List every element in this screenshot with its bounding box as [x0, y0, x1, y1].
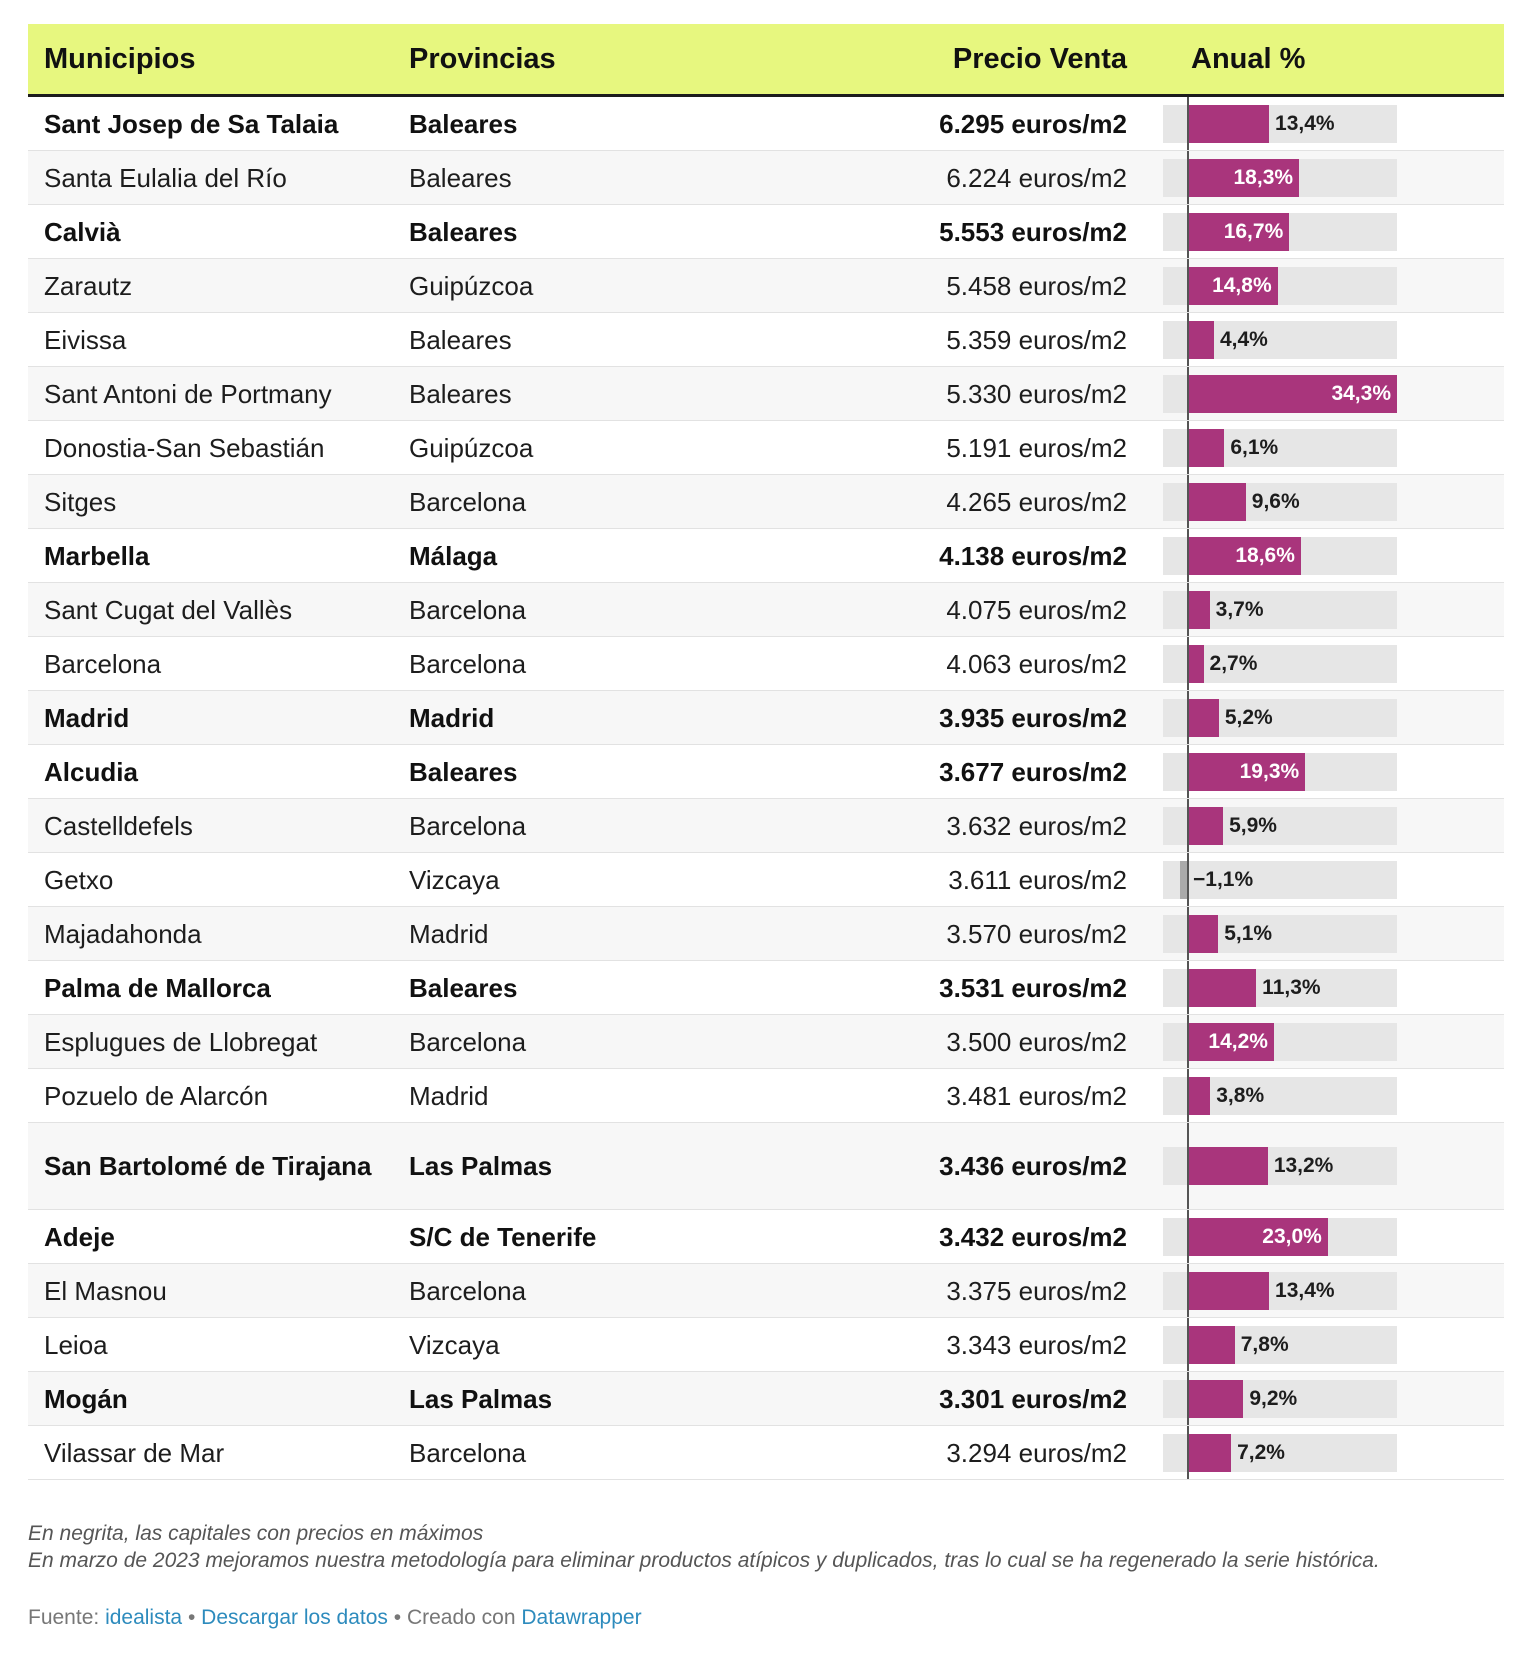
anual-label: 3,8%	[1216, 1083, 1265, 1107]
created-with-text: • Creado con	[387, 1606, 522, 1629]
anual-label: 5,1%	[1224, 921, 1273, 945]
table-row	[28, 583, 1504, 637]
header-anual[interactable]: Anual %	[1143, 24, 1504, 96]
table-row	[28, 1123, 1504, 1210]
anual-bar	[1187, 1077, 1210, 1115]
cell-anual	[1143, 1264, 1504, 1318]
bar-zero-axis	[1187, 259, 1189, 312]
cell-anual	[1143, 1069, 1504, 1123]
anual-label: 6,1%	[1230, 435, 1279, 459]
table-header-row	[28, 24, 1504, 96]
anual-label: 18,3%	[1233, 165, 1294, 189]
table-row	[28, 1210, 1504, 1264]
cell-precio: 3.375 euros/m2	[813, 1264, 1143, 1318]
anual-label: 7,8%	[1240, 1332, 1289, 1356]
cell-precio: 5.359 euros/m2	[813, 313, 1143, 367]
cell-provincia: Málaga	[393, 529, 813, 583]
anual-label: 9,6%	[1251, 489, 1300, 513]
anual-label: 34,3%	[1331, 381, 1391, 405]
cell-anual	[1143, 367, 1504, 421]
cell-precio: 3.432 euros/m2	[813, 1210, 1143, 1264]
cell-anual	[1143, 96, 1504, 151]
table-row	[28, 421, 1504, 475]
anual-bar	[1187, 1147, 1268, 1185]
table-row	[28, 367, 1504, 421]
table-body	[28, 96, 1504, 1480]
table-row	[28, 1318, 1504, 1372]
header-precio-venta[interactable]: Precio Venta	[813, 24, 1143, 96]
cell-provincia: Baleares	[393, 205, 813, 259]
cell-precio: 3.611 euros/m2	[813, 853, 1143, 907]
cell-provincia: Guipúzcoa	[393, 259, 813, 313]
bar-zero-axis	[1187, 1123, 1189, 1209]
note-bold-explanation: En negrita, las capitales con precios en máximos	[28, 1522, 484, 1545]
cell-anual	[1143, 475, 1504, 529]
table-row	[28, 1015, 1504, 1069]
anual-bar	[1187, 915, 1218, 953]
cell-provincia: Barcelona	[393, 1264, 813, 1318]
cell-precio: 4.265 euros/m2	[813, 475, 1143, 529]
datawrapper-link[interactable]: Datawrapper	[521, 1606, 642, 1629]
anual-label: 13,4%	[1275, 1278, 1335, 1302]
cell-precio: 3.301 euros/m2	[813, 1372, 1143, 1426]
cell-municipio: Barcelona	[28, 637, 393, 691]
anual-bar	[1187, 483, 1246, 521]
cell-precio: 4.138 euros/m2	[813, 529, 1143, 583]
cell-municipio: Donostia-San Sebastián	[28, 421, 393, 475]
cell-precio: 3.436 euros/m2	[813, 1123, 1143, 1210]
table-row	[28, 1426, 1504, 1480]
anual-label: 3,7%	[1215, 597, 1264, 621]
bar-zero-axis	[1187, 97, 1189, 150]
anual-bar	[1187, 969, 1256, 1007]
cell-precio: 3.677 euros/m2	[813, 745, 1143, 799]
cell-precio: 5.191 euros/m2	[813, 421, 1143, 475]
cell-provincia: Madrid	[393, 907, 813, 961]
bar-zero-axis	[1187, 367, 1189, 420]
cell-municipio: Alcudia	[28, 745, 393, 799]
bar-zero-axis	[1187, 853, 1189, 906]
bar-zero-axis	[1187, 529, 1189, 582]
cell-municipio: Santa Eulalia del Río	[28, 151, 393, 205]
bar-zero-axis	[1187, 1210, 1189, 1263]
anual-label: 19,3%	[1239, 759, 1300, 783]
cell-municipio: Calvià	[28, 205, 393, 259]
bar-zero-axis	[1187, 313, 1189, 366]
anual-label: −1,1%	[1193, 867, 1254, 891]
cell-precio: 3.343 euros/m2	[813, 1318, 1143, 1372]
table-row	[28, 907, 1504, 961]
table-row	[28, 529, 1504, 583]
bar-zero-axis	[1187, 421, 1189, 474]
header-municipios[interactable]: Municipios	[28, 24, 393, 96]
bar-zero-axis	[1187, 745, 1189, 798]
cell-anual	[1143, 313, 1504, 367]
cell-provincia: Madrid	[393, 691, 813, 745]
cell-anual	[1143, 799, 1504, 853]
table-row	[28, 1069, 1504, 1123]
anual-label: 7,2%	[1237, 1440, 1285, 1464]
cell-anual	[1143, 583, 1504, 637]
cell-anual	[1143, 1210, 1504, 1264]
cell-municipio: Sant Antoni de Portmany	[28, 367, 393, 421]
cell-anual	[1143, 1426, 1504, 1480]
download-data-link[interactable]: Descargar los datos	[201, 1606, 388, 1629]
cell-municipio: Vilassar de Mar	[28, 1426, 393, 1480]
table-row	[28, 313, 1504, 367]
table-container	[28, 24, 1504, 1480]
cell-municipio: Esplugues de Llobregat	[28, 1015, 393, 1069]
cell-municipio: Marbella	[28, 529, 393, 583]
anual-bar	[1187, 699, 1219, 737]
bar-zero-axis	[1187, 799, 1189, 852]
bar-zero-axis	[1187, 151, 1189, 204]
bar-zero-axis	[1187, 205, 1189, 258]
cell-municipio: Zarautz	[28, 259, 393, 313]
cell-anual	[1143, 1015, 1504, 1069]
bar-zero-axis	[1187, 907, 1189, 960]
cell-municipio: Sitges	[28, 475, 393, 529]
table-row	[28, 961, 1504, 1015]
cell-provincia: Vizcaya	[393, 853, 813, 907]
anual-bar	[1180, 861, 1187, 899]
cell-anual	[1143, 691, 1504, 745]
anual-bar	[1187, 1326, 1235, 1364]
anual-label: 16,7%	[1223, 219, 1284, 243]
anual-bar	[1187, 1380, 1243, 1418]
cell-provincia: Madrid	[393, 1069, 813, 1123]
cell-provincia: Baleares	[393, 96, 813, 151]
cell-precio: 4.075 euros/m2	[813, 583, 1143, 637]
table-row	[28, 745, 1504, 799]
cell-municipio: Leioa	[28, 1318, 393, 1372]
anual-bar	[1187, 645, 1204, 683]
table-row	[28, 1264, 1504, 1318]
cell-anual	[1143, 529, 1504, 583]
cell-provincia: Guipúzcoa	[393, 421, 813, 475]
anual-label: 2,7%	[1209, 651, 1258, 675]
cell-anual	[1143, 151, 1504, 205]
anual-label: 14,8%	[1212, 273, 1272, 297]
cell-precio: 4.063 euros/m2	[813, 637, 1143, 691]
cell-provincia: Baleares	[393, 151, 813, 205]
bar-zero-axis	[1187, 1318, 1189, 1371]
cell-provincia: Baleares	[393, 313, 813, 367]
table-row	[28, 96, 1504, 151]
bar-zero-axis	[1187, 961, 1189, 1014]
table-row	[28, 205, 1504, 259]
anual-bar	[1187, 1272, 1269, 1310]
table-row	[28, 475, 1504, 529]
anual-bar	[1187, 105, 1269, 143]
cell-precio: 6.224 euros/m2	[813, 151, 1143, 205]
cell-provincia: Baleares	[393, 961, 813, 1015]
source-line	[28, 1606, 642, 1630]
source-link[interactable]: idealista	[105, 1606, 183, 1629]
bar-zero-axis	[1187, 637, 1189, 690]
cell-precio: 3.531 euros/m2	[813, 961, 1143, 1015]
anual-label: 13,4%	[1275, 111, 1335, 135]
cell-municipio: San Bartolomé de Tirajana	[28, 1123, 393, 1210]
footnotes	[28, 1520, 1478, 1574]
cell-anual	[1143, 961, 1504, 1015]
cell-municipio: Eivissa	[28, 313, 393, 367]
cell-provincia: Barcelona	[393, 475, 813, 529]
anual-bar	[1187, 429, 1224, 467]
cell-provincia: Las Palmas	[393, 1123, 813, 1210]
anual-label: 4,4%	[1219, 327, 1268, 351]
bar-zero-axis	[1187, 475, 1189, 528]
cell-provincia: Baleares	[393, 367, 813, 421]
cell-municipio: Adeje	[28, 1210, 393, 1264]
table-row	[28, 691, 1504, 745]
cell-municipio: Pozuelo de Alarcón	[28, 1069, 393, 1123]
bar-zero-axis	[1187, 1069, 1189, 1122]
cell-anual	[1143, 1318, 1504, 1372]
cell-municipio: Mogán	[28, 1372, 393, 1426]
cell-municipio: Castelldefels	[28, 799, 393, 853]
anual-bar	[1187, 807, 1223, 845]
cell-municipio: Sant Cugat del Vallès	[28, 583, 393, 637]
cell-precio: 5.330 euros/m2	[813, 367, 1143, 421]
cell-anual	[1143, 853, 1504, 907]
anual-label: 14,2%	[1208, 1029, 1268, 1053]
table-row	[28, 151, 1504, 205]
price-table	[28, 24, 1504, 1480]
cell-provincia: Barcelona	[393, 1426, 813, 1480]
cell-provincia: S/C de Tenerife	[393, 1210, 813, 1264]
anual-label: 23,0%	[1262, 1224, 1322, 1248]
anual-label: 11,3%	[1262, 975, 1321, 999]
cell-precio: 6.295 euros/m2	[813, 96, 1143, 151]
table-row	[28, 799, 1504, 853]
cell-anual	[1143, 1372, 1504, 1426]
cell-precio: 3.632 euros/m2	[813, 799, 1143, 853]
header-provincias[interactable]: Provincias	[393, 24, 813, 96]
anual-label: 5,2%	[1224, 705, 1273, 729]
cell-municipio: Sant Josep de Sa Talaia	[28, 96, 393, 151]
cell-precio: 3.935 euros/m2	[813, 691, 1143, 745]
bar-zero-axis	[1187, 691, 1189, 744]
cell-provincia: Baleares	[393, 745, 813, 799]
bar-zero-axis	[1187, 1426, 1189, 1479]
cell-precio: 5.458 euros/m2	[813, 259, 1143, 313]
cell-anual	[1143, 1123, 1504, 1210]
anual-label: 9,2%	[1249, 1386, 1298, 1410]
cell-anual	[1143, 637, 1504, 691]
source-separator: •	[182, 1606, 202, 1629]
anual-label: 18,6%	[1235, 543, 1295, 567]
cell-municipio: Palma de Mallorca	[28, 961, 393, 1015]
bar-zero-axis	[1187, 1015, 1189, 1068]
cell-precio: 5.553 euros/m2	[813, 205, 1143, 259]
anual-label: 13,2%	[1273, 1154, 1334, 1177]
anual-label: 5,9%	[1229, 813, 1277, 837]
cell-municipio: El Masnou	[28, 1264, 393, 1318]
cell-municipio: Madrid	[28, 691, 393, 745]
table-row	[28, 1372, 1504, 1426]
cell-municipio: Getxo	[28, 853, 393, 907]
cell-precio: 3.294 euros/m2	[813, 1426, 1143, 1480]
bar-zero-axis	[1187, 1264, 1189, 1317]
cell-provincia: Barcelona	[393, 1015, 813, 1069]
cell-anual	[1143, 205, 1504, 259]
cell-provincia: Las Palmas	[393, 1372, 813, 1426]
cell-precio: 3.500 euros/m2	[813, 1015, 1143, 1069]
source-prefix: Fuente:	[28, 1606, 106, 1629]
cell-anual	[1143, 745, 1504, 799]
cell-municipio: Majadahonda	[28, 907, 393, 961]
cell-anual	[1143, 259, 1504, 313]
cell-provincia: Barcelona	[393, 583, 813, 637]
cell-provincia: Barcelona	[393, 637, 813, 691]
table-row	[28, 637, 1504, 691]
anual-bar	[1187, 591, 1210, 629]
cell-anual	[1143, 907, 1504, 961]
note-methodology: En marzo de 2023 mejoramos nuestra metodología para eliminar productos atípicos y duplicados, tras lo cual se ha regenerado la serie histórica.	[28, 1549, 1380, 1572]
cell-precio: 3.481 euros/m2	[813, 1069, 1143, 1123]
cell-provincia: Vizcaya	[393, 1318, 813, 1372]
cell-anual	[1143, 421, 1504, 475]
cell-provincia: Barcelona	[393, 799, 813, 853]
cell-precio: 3.570 euros/m2	[813, 907, 1143, 961]
bar-zero-axis	[1187, 583, 1189, 636]
anual-bar	[1187, 321, 1214, 359]
bar-zero-axis	[1187, 1372, 1189, 1425]
table-row	[28, 853, 1504, 907]
table-row	[28, 259, 1504, 313]
anual-bar	[1187, 1434, 1231, 1472]
